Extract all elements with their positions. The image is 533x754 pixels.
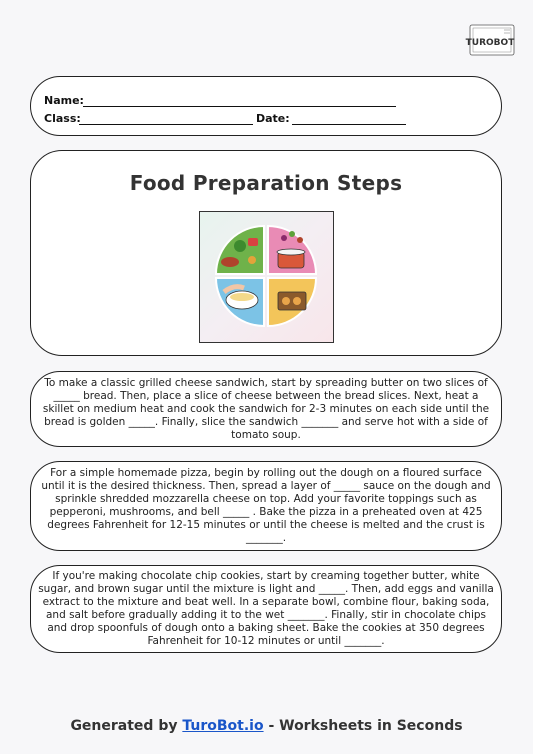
svg-text:TUROBOT: TUROBOT [465,38,515,48]
paragraph-text: If you're making chocolate chip cookies, start by creaming together butter, white sugar, and brown sugar until the mixture is light and _____. Then, add eggs and vanilla extract to the mixture and beat well. In a separate bowl, combine flour, baking soda, and salt before gradually adding it to the wet _______. Finally, stir in chocolate chips and drop spoonfuls of dough onto a baking sheet. Bake the cookies at 350 degrees Fahrenheit for 10-12 minutes or until _______. [38,570,494,647]
paragraph-text: To make a classic grilled cheese sandwich, start by spreading butter on two slices of _____ bread. Then, place a slice of cheese between the bread slices. Next, heat a skillet on medium heat and cook the sandwich for 2-3 minutes on each side until the bread is golden _____. Finally, slice the sandwich _______ and serve hot with a side of tomato soup. [42,376,490,441]
paragraph-card [30,371,502,447]
class-field[interactable] [79,124,253,125]
date-field[interactable] [292,124,406,125]
paragraph-card [30,565,502,653]
name-field[interactable] [83,106,396,107]
paragraph-card [30,461,502,551]
worksheet-title: Food Preparation Steps [129,171,403,195]
food-plate-icon [199,211,334,343]
class-label: Class: [44,112,81,125]
footer-suffix: - Worksheets in Seconds [268,718,463,734]
footer [0,718,533,734]
footer-prefix: Generated by [70,718,178,734]
student-info-card [30,76,502,136]
turobot-logo [464,24,516,58]
turobot-link[interactable]: TuroBot.io [182,718,264,734]
paragraph-text: For a simple homemade pizza, begin by rolling out the dough on a floured surface until it is the desired thickness. Then, spread a layer of _____ sauce on the dough and sprinkle shredded mozzarella cheese on top. Add your favorite toppings such as pepperoni, mushrooms, and bell _____ . Bake the pizza in a preheated oven at 425 degrees Fahrenheit for 12-15 minutes or until the cheese is melted and the crust is _______. [41,467,491,544]
name-label: Name: [44,94,84,107]
date-label: Date: [256,112,290,125]
title-card [30,150,502,356]
